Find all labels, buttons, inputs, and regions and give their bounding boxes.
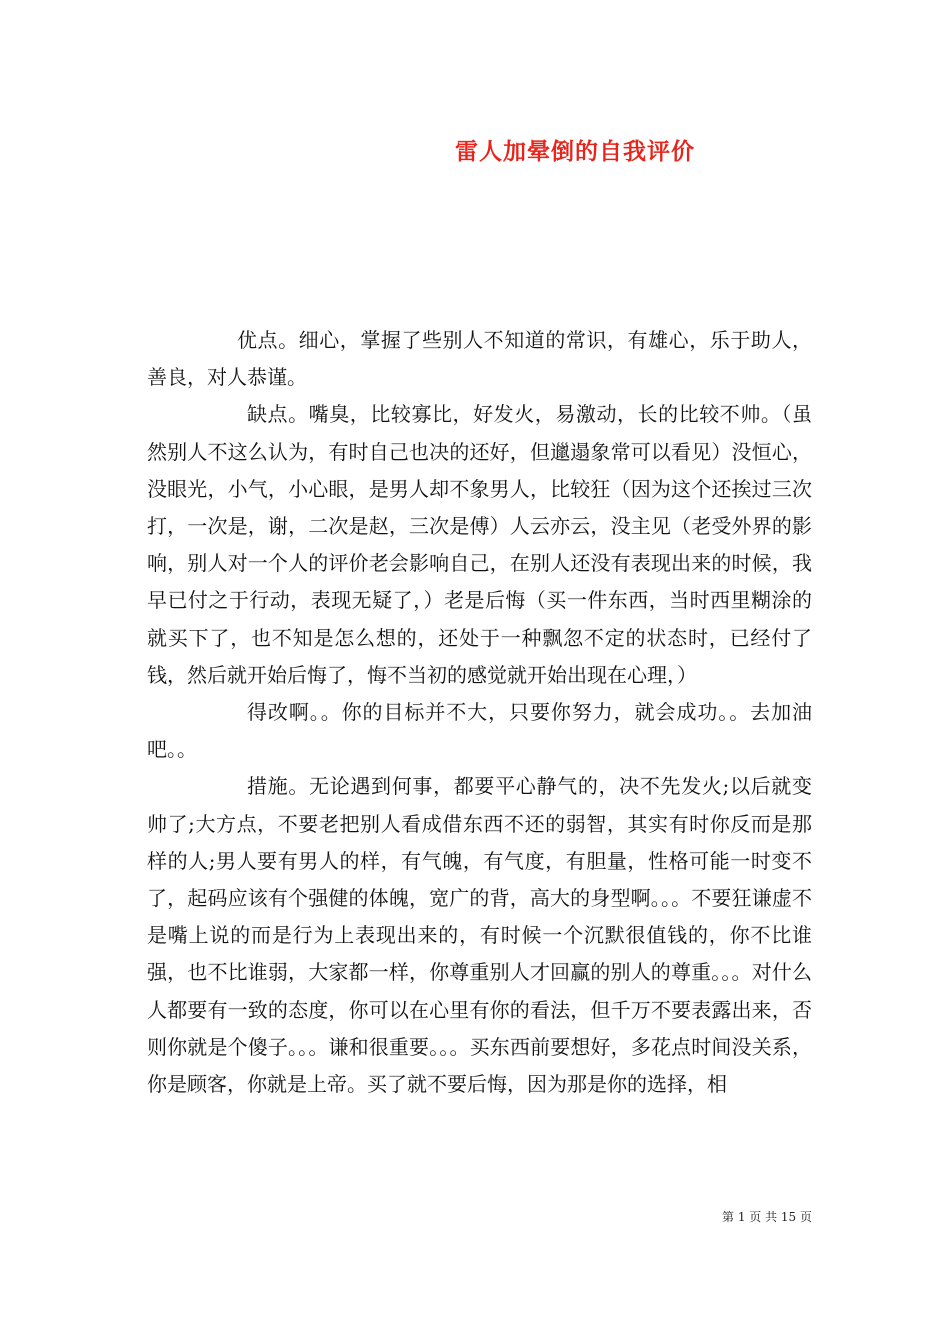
document-body <box>147 322 812 1103</box>
paragraph-strengths: 优点。细心，掌握了些别人不知道的常识，有雄心，乐于助人，善良，对人恭谨。 <box>147 328 812 390</box>
paragraph-measures: 措施。无论遇到何事，都要平心静气的，决不先发火;以后就变帅了;大方点，不要老把别人看成借东西不还的弱智，其实有时你反而是那样的人;男人要有男人的样，有气魄，有气度，有胆量，性格可能一时变不了，起码应该有个强健的体魄，宽广的背，高大的身型啊。。。不要狂谦虚不是嘴上说的而是行为上表现出来的，有时候一个沉默很值钱的，你不比谁强，也不比谁弱，大家都一样，你尊重别人才回赢的别人的尊重。。。对什么人都要有一致的态度，你可以在心里有你的看法，但千万不要表露出来，否则你就是个傻子。。。谦和很重要。。。买东西前要想好，多花点时间没关系，你是顾客，你就是上帝。买了就不要后悔，因为那是你的选择，相 <box>147 774 812 1097</box>
paragraph-weaknesses: 缺点。嘴臭，比较寡比，好发火，易激动，长的比较不帅。（虽然别人不这么认为，有时自己也决的还好，但邋遢象常可以看见）没恒心，没眼光，小气，小心眼，是男人却不象男人，比较狂（因为这个还挨过三次打，一次是，谢，二次是赵，三次是傅）人云亦云，没主见（老受外界的影响，别人对一个人的评价老会影响自己，在别人还没有表现出来的时候，我早已付之于行动，表现无疑了，）老是后悔（买一件东西，当时西里糊涂的就买下了，也不知是怎么想的，还处于一种飘忽不定的状态时，已经付了钱，然后就开始后悔了，悔不当初的感觉就开始出现在心理，） <box>147 402 812 687</box>
page-title: 雷人加晕倒的自我评价 <box>455 138 695 165</box>
paragraph-improve: 得改啊。。你的目标并不大，只要你努力，就会成功。。去加油吧。。 <box>147 700 812 762</box>
page-number-footer: 第 1 页 共 15 页 <box>722 1210 812 1224</box>
